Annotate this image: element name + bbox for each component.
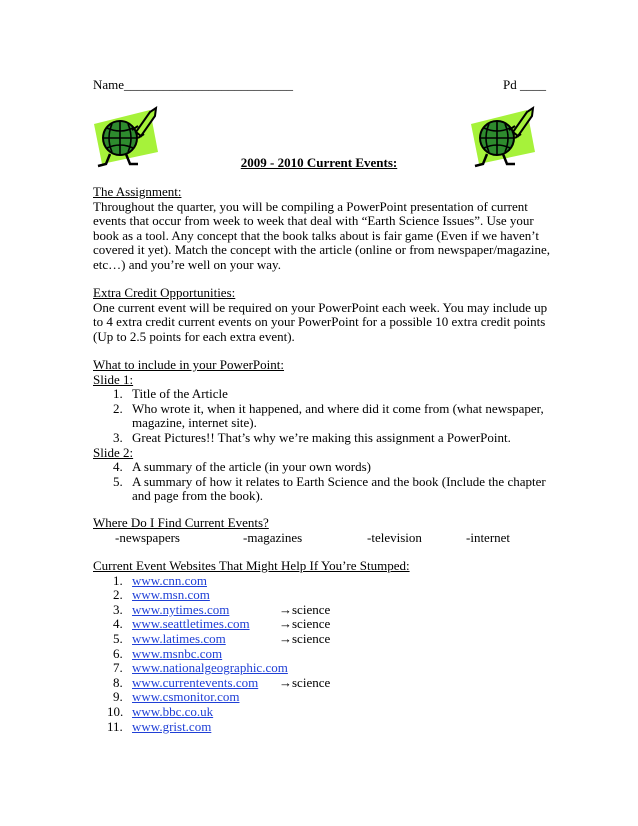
list-number: 8. (113, 674, 123, 690)
website-link[interactable]: www.grist.com (132, 718, 212, 734)
list-item: 1. Title of the Article (113, 386, 228, 402)
website-link[interactable]: www.seattletimes.com (132, 616, 250, 632)
section-heading: Extra Credit Opportunities: (93, 285, 236, 300)
list-item-continuation: magazine, internet site). (132, 415, 257, 431)
website-list-item (93, 603, 553, 618)
list-item: 3. Great Pictures!! That’s why we’re making this assignment a PowerPoint. (113, 429, 511, 445)
list-item: 2. Who wrote it, when it happened, and where did it come from (what newspaper, (113, 400, 544, 416)
website-link[interactable]: www.currentevents.com (132, 674, 259, 690)
paragraph-line: book as a tool. Any concept that the book talks about is fair game (Even if we haven’t (93, 227, 539, 243)
section-heading: Where Do I Find Current Events? (93, 515, 269, 530)
science-note (279, 632, 330, 647)
website-list-item (93, 720, 553, 735)
list-number: 11. (107, 718, 123, 734)
arrow-right-icon: → (279, 601, 292, 617)
paragraph-line: (Up to 2.5 points for each extra event). (93, 328, 295, 344)
list-number: 5. (113, 630, 123, 646)
list-number: 6. (113, 645, 123, 661)
note-text: science (292, 616, 331, 632)
list-number: 10. (107, 703, 124, 719)
source-item: -internet (466, 529, 511, 545)
slide2-label: Slide 2: (93, 444, 134, 460)
website-list-item (93, 632, 553, 647)
website-list-item (93, 617, 553, 632)
list-number: 7. (113, 660, 123, 676)
website-list-item (93, 676, 553, 691)
note-text: science (292, 601, 331, 617)
name-field-label: Name__________________________ (93, 77, 294, 92)
source-item: -newspapers (115, 529, 180, 545)
where-section (93, 516, 553, 546)
website-link[interactable]: www.cnn.com (132, 572, 207, 588)
website-link[interactable]: www.csmonitor.com (132, 689, 240, 705)
website-list-item (93, 661, 553, 676)
science-note (279, 603, 330, 618)
include-section (93, 358, 553, 504)
section-heading: What to include in your PowerPoint: (93, 357, 285, 372)
section-heading: Current Event Websites That Might Help If You’re Stumped: (93, 558, 410, 573)
website-list (93, 574, 553, 735)
slide1-label: Slide 1: (93, 371, 134, 387)
list-item: 5. A summary of how it relates to Earth Science and the book (Include the chapter (113, 473, 546, 489)
note-text: science (292, 674, 331, 690)
list-item: 4. A summary of the article (in your own words) (113, 459, 372, 475)
assignment-section (93, 185, 553, 273)
website-list-item (93, 588, 553, 603)
source-item: -television (367, 529, 422, 545)
list-number: 3. (113, 601, 123, 617)
sources-row (93, 531, 553, 546)
arrow-right-icon: → (279, 674, 292, 690)
list-number: 9. (113, 689, 123, 705)
paragraph-line: covered it yet). Match the concept with the article (online or from newspaper/magazine, (93, 242, 550, 258)
extra-credit-section (93, 286, 553, 344)
website-link[interactable]: www.nytimes.com (132, 601, 230, 617)
science-note (279, 617, 330, 632)
list-item-continuation: and page from the book). (132, 488, 264, 504)
websites-section (93, 559, 553, 734)
website-link[interactable]: www.nationalgeographic.com (132, 660, 288, 676)
science-note (279, 676, 330, 691)
arrow-right-icon: → (279, 630, 292, 646)
page-title: 2009 - 2010 Current Events: (240, 155, 398, 170)
paragraph-line: Throughout the quarter, you will be compiling a PowerPoint presentation of current (93, 198, 528, 214)
website-link[interactable]: www.latimes.com (132, 630, 226, 646)
website-link[interactable]: www.bbc.co.uk (132, 703, 214, 719)
website-list-item (93, 690, 553, 705)
website-list-item (93, 574, 553, 589)
paragraph-line: to 4 extra credit current events on your PowerPoint for a possible 10 extra credit points (93, 314, 546, 330)
paragraph-line: etc…) and you’re well on your way. (93, 256, 281, 272)
website-list-item (93, 647, 553, 662)
period-field-label: Pd ____ (503, 77, 546, 92)
website-link[interactable]: www.msn.com (132, 587, 210, 603)
name-row (93, 77, 546, 93)
list-number: 2. (113, 587, 123, 603)
arrow-right-icon: → (279, 616, 292, 632)
paragraph-line: events that occur from week to week that deal with “Earth Science Issues”. Use your (93, 213, 534, 229)
list-number: 1. (113, 572, 123, 588)
website-list-item (93, 705, 553, 720)
note-text: science (292, 630, 331, 646)
source-item: -magazines (243, 529, 303, 545)
website-link[interactable]: www.msnbc.com (132, 645, 223, 661)
paragraph-line: One current event will be required on your PowerPoint each week. You may include up (93, 299, 548, 315)
section-heading: The Assignment: (93, 184, 182, 199)
list-number: 4. (113, 616, 123, 632)
